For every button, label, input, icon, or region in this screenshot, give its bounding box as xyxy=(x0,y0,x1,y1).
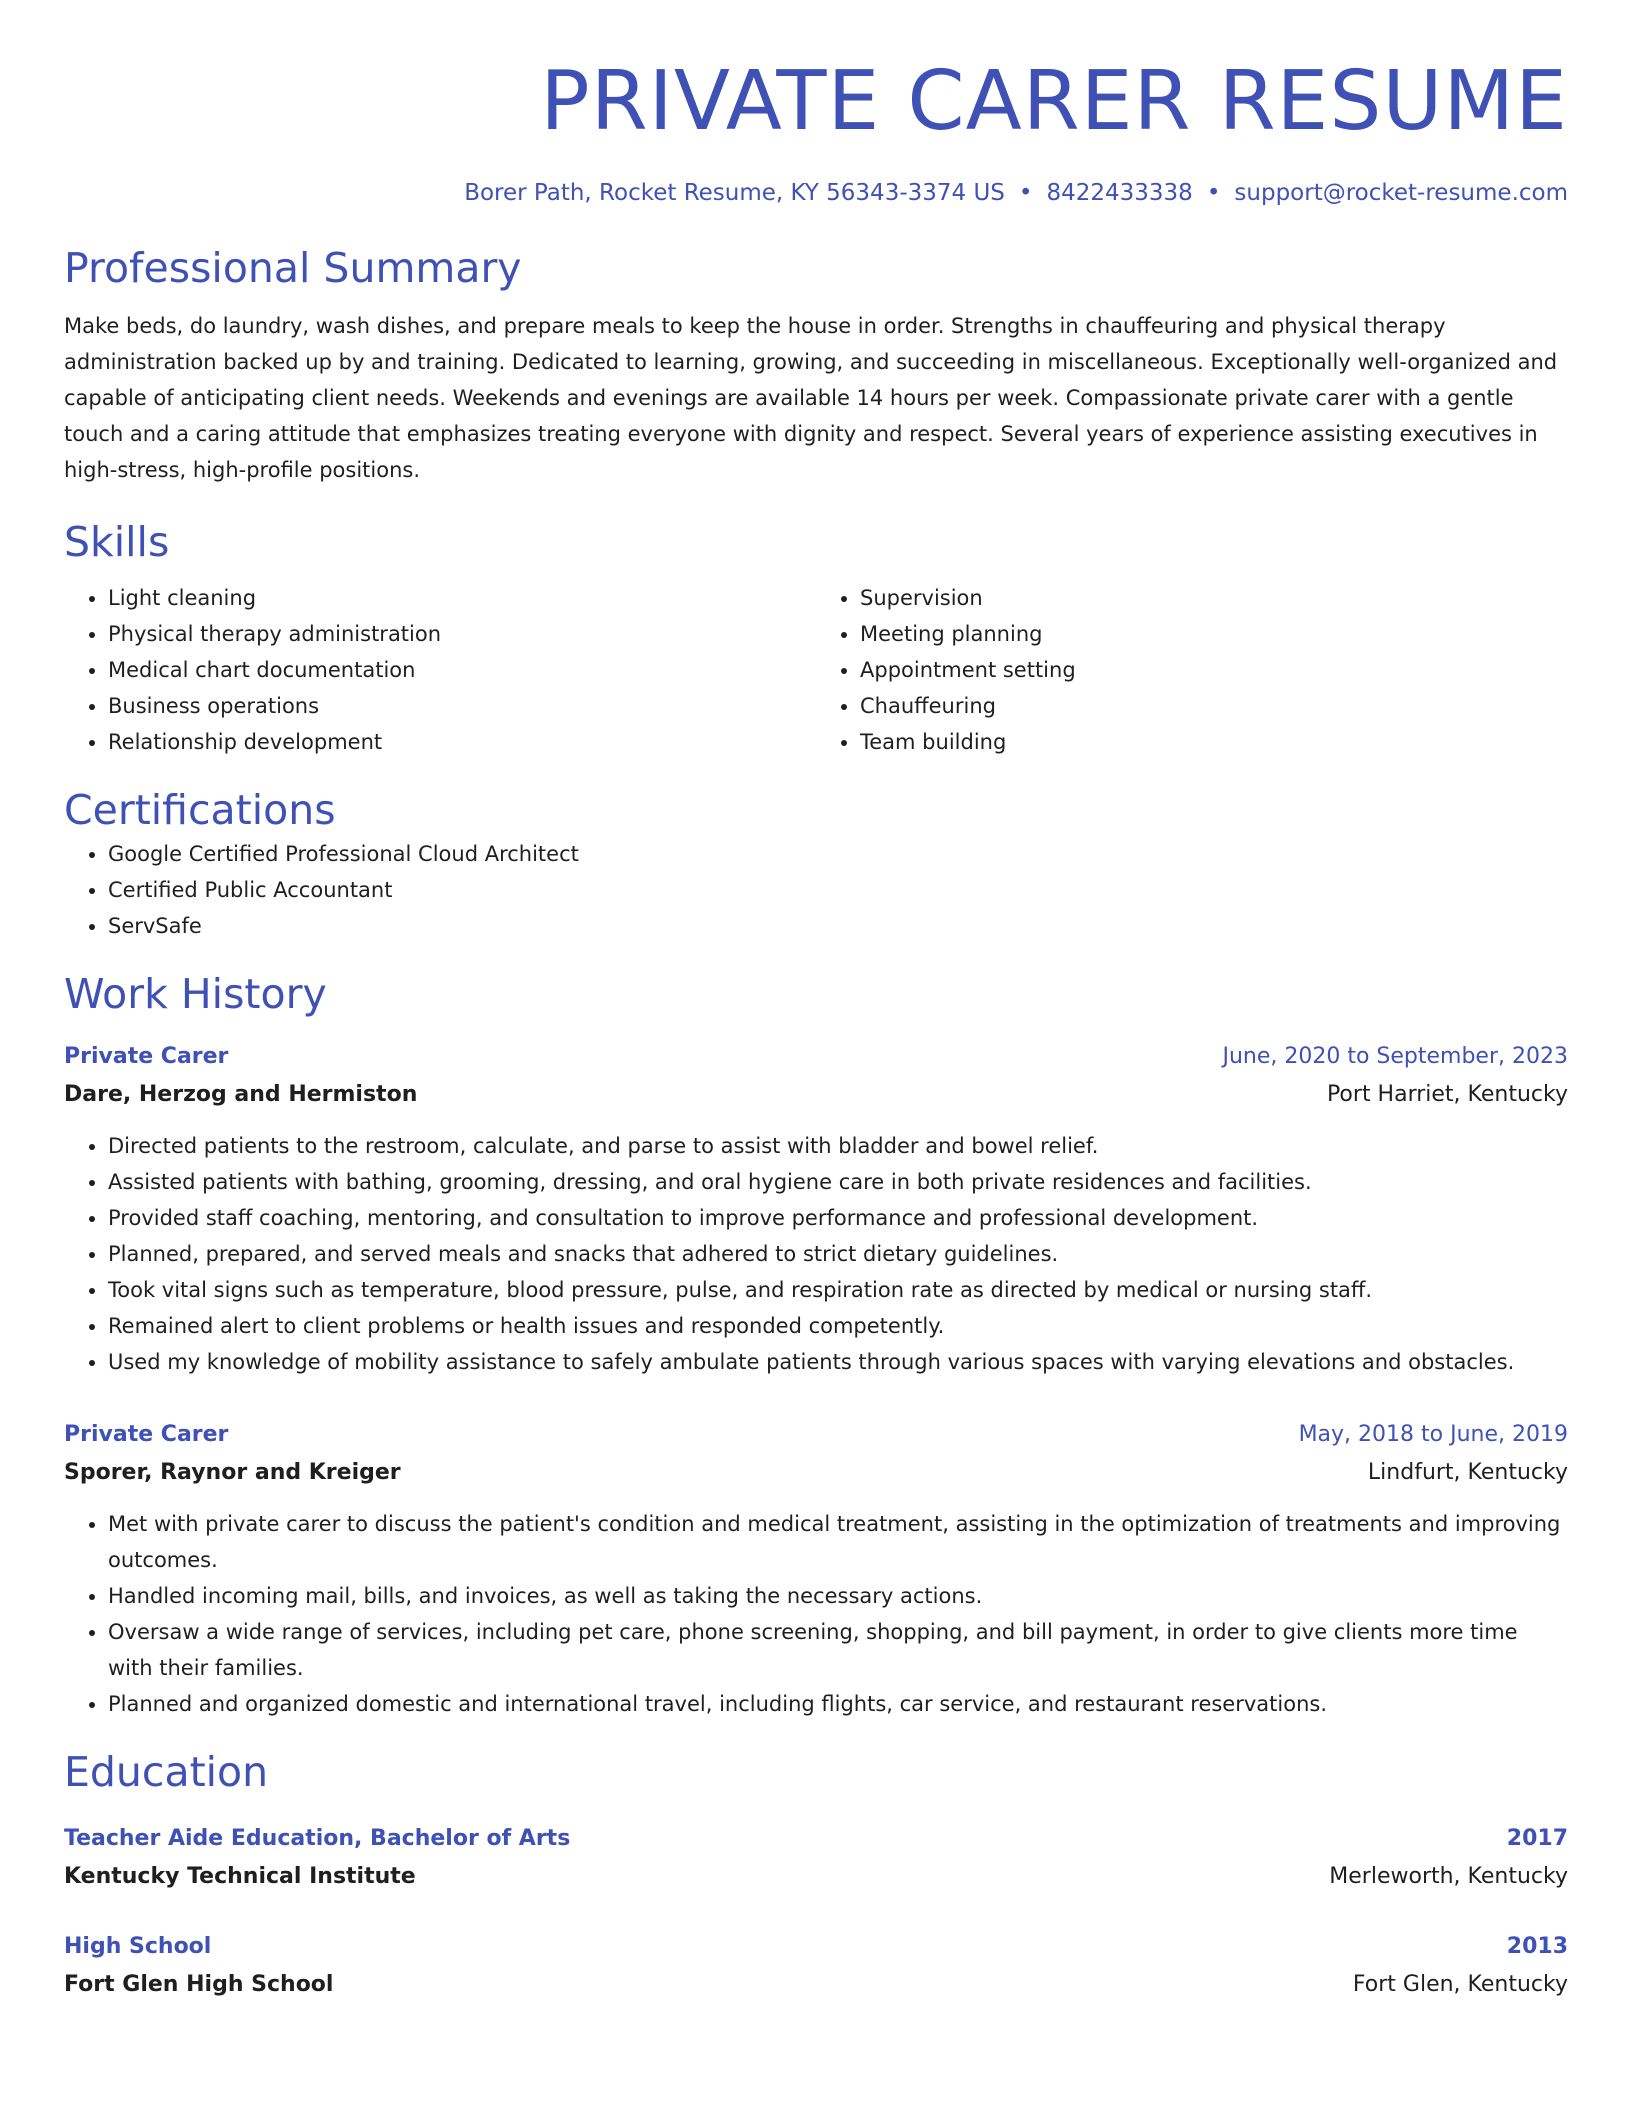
education-location: Fort Glen, Kentucky xyxy=(1352,1972,1568,1997)
skills-columns xyxy=(64,580,1568,760)
certification-item: • ServSafe xyxy=(108,908,1568,944)
job-duty: • Provided staff coaching, mentoring, and consultation to improve performance and professional development. xyxy=(108,1200,1568,1236)
skill-item: • Chauffeuring xyxy=(860,688,1568,724)
job-duty: • Remained alert to client problems or health issues and responded competently. xyxy=(108,1308,1568,1344)
education-school: Fort Glen High School xyxy=(64,1972,334,1997)
job-company: Sporer, Raynor and Kreiger xyxy=(64,1460,401,1485)
contact-line xyxy=(64,178,1568,208)
skills-list-right xyxy=(816,580,1568,760)
job-duty: • Planned, prepared, and served meals and snacks that adhered to strict dietary guidelines. xyxy=(108,1236,1568,1272)
contact-phone: 8422433338 xyxy=(1046,180,1193,206)
summary-section xyxy=(64,242,1568,488)
education-entry xyxy=(64,1928,1568,2004)
certifications-list xyxy=(64,836,1568,944)
education-section xyxy=(64,1746,1568,2004)
job-duties-list xyxy=(64,1506,1568,1722)
contact-separator: • xyxy=(1206,180,1221,206)
education-school-row xyxy=(64,1966,1568,2004)
education-degree-row xyxy=(64,1820,1568,1858)
job-duty: • Directed patients to the restroom, calculate, and parse to assist with bladder and bowel relief. xyxy=(108,1128,1568,1164)
skills-list-left xyxy=(64,580,816,760)
education-year: 2013 xyxy=(1506,1934,1568,1959)
job-role-row xyxy=(64,1416,1568,1454)
job-duty: • Met with private carer to discuss the patient's condition and medical treatment, assisting in the optimization of treatments and improving outcomes. xyxy=(108,1506,1568,1578)
skill-item: • Relationship development xyxy=(108,724,816,760)
education-year: 2017 xyxy=(1506,1826,1568,1851)
job-role-row xyxy=(64,1038,1568,1076)
skill-item: • Meeting planning xyxy=(860,616,1568,652)
contact-separator: • xyxy=(1018,180,1033,206)
education-school: Kentucky Technical Institute xyxy=(64,1864,416,1889)
skills-section xyxy=(64,516,1568,760)
certifications-section xyxy=(64,784,1568,944)
certification-item: • Google Certified Professional Cloud Architect xyxy=(108,836,1568,872)
job-duty: • Oversaw a wide range of services, including pet care, phone screening, shopping, and bill payment, in order to give clients more time with their families. xyxy=(108,1614,1568,1686)
job-duty: • Handled incoming mail, bills, and invoices, as well as taking the necessary actions. xyxy=(108,1578,1568,1614)
job-entry xyxy=(64,1416,1568,1722)
job-entry xyxy=(64,1038,1568,1380)
section-title-education: Education xyxy=(64,1748,269,1796)
section-title-skills: Skills xyxy=(64,518,170,566)
skill-item: • Appointment setting xyxy=(860,652,1568,688)
section-title-work-history: Work History xyxy=(64,970,327,1018)
skill-item: • Physical therapy administration xyxy=(108,616,816,652)
skill-item: • Light cleaning xyxy=(108,580,816,616)
job-duty: • Planned and organized domestic and international travel, including flights, car service, and restaurant reservations. xyxy=(108,1686,1568,1722)
skill-item: • Medical chart documentation xyxy=(108,652,816,688)
certification-item: • Certified Public Accountant xyxy=(108,872,1568,908)
work-history-section xyxy=(64,968,1568,1722)
job-title: Private Carer xyxy=(64,1422,229,1447)
resume-title: PRIVATE CARER RESUME xyxy=(540,54,1568,149)
skill-item: • Business operations xyxy=(108,688,816,724)
job-duty: • Assisted patients with bathing, grooming, dressing, and oral hygiene care in both private residences and facilities. xyxy=(108,1164,1568,1200)
job-company-row xyxy=(64,1076,1568,1114)
job-duties-list xyxy=(64,1128,1568,1380)
education-degree: High School xyxy=(64,1934,212,1959)
contact-address: Borer Path, Rocket Resume, KY 56343-3374 US xyxy=(464,180,1005,206)
education-degree: Teacher Aide Education, Bachelor of Arts xyxy=(64,1826,571,1851)
education-location: Merleworth, Kentucky xyxy=(1329,1864,1568,1889)
job-duty: • Took vital signs such as temperature, blood pressure, pulse, and respiration rate as directed by medical or nursing staff. xyxy=(108,1272,1568,1308)
job-title: Private Carer xyxy=(64,1044,229,1069)
job-location: Port Harriet, Kentucky xyxy=(1326,1082,1568,1107)
summary-text: Make beds, do laundry, wash dishes, and prepare meals to keep the house in order. Strengths in chauffeuring and physical therapy administration backed up by and training. Dedicated to learning, growing, and succeeding in miscellaneous. Exceptionally well-organized and capable of anticipating client needs. Weekends and evenings are available 14 hours per week. Compassionate private carer with a gentle touch and a caring attitude that emphasizes treating everyone with dignity and respect. Several years of experience assisting executives in high-stress, high-profile positions. xyxy=(64,314,1558,482)
skill-item: • Supervision xyxy=(860,580,1568,616)
contact-email: support@rocket-resume.com xyxy=(1234,180,1568,206)
skill-item: • Team building xyxy=(860,724,1568,760)
job-dates: June, 2020 to September, 2023 xyxy=(1222,1044,1568,1069)
job-dates: May, 2018 to June, 2019 xyxy=(1298,1422,1568,1447)
job-location: Lindfurt, Kentucky xyxy=(1367,1460,1568,1485)
job-company-row xyxy=(64,1454,1568,1492)
section-title-summary: Professional Summary xyxy=(64,244,522,292)
section-title-certifications: Certifications xyxy=(64,786,336,834)
job-duty: • Used my knowledge of mobility assistance to safely ambulate patients through various spaces with varying elevations and obstacles. xyxy=(108,1344,1568,1380)
education-degree-row xyxy=(64,1928,1568,1966)
job-company: Dare, Herzog and Hermiston xyxy=(64,1082,418,1107)
education-entry xyxy=(64,1820,1568,1896)
education-school-row xyxy=(64,1858,1568,1896)
resume-header xyxy=(64,52,1568,208)
